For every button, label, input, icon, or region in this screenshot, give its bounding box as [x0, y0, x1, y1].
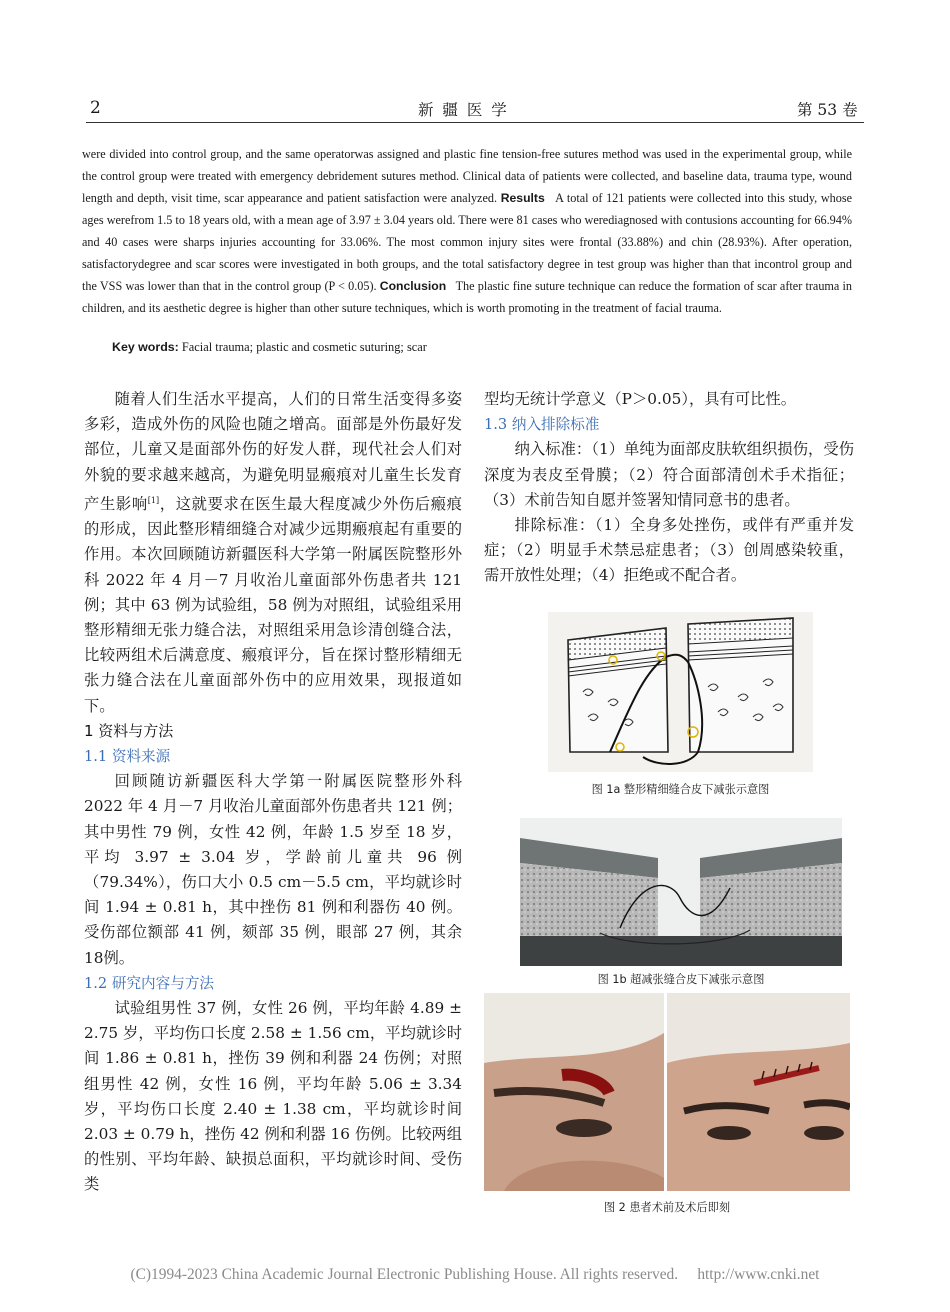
intro-paragraph [84, 387, 462, 719]
intro-text-2: ，这就要求在医生最大程度减少外伤后瘢痕的形成，因此整形精细缝合对减少远期瘢痕起有重要的作用。本次回顾随访新疆医科大学第一附属医院整形外科 2022 年 4 月－7 月收治儿童面部外伤患者共 121 例；其中 63 例为试验组，58 例为对照组，试验组采用整形精细无张力缝合法，对照组采用急诊清创缝合法，比较两组术后满意度、瘢痕评分，旨在探讨整形精细无张力缝合法在儿童面部外伤中的应用效果，现报道如下。 [84, 494, 462, 715]
citation-ref[interactable]: [1] [147, 495, 160, 505]
methods-paragraph: 试验组男性 37 例，女性 26 例，平均年龄 4.89 ± 2.75 岁，平均伤口长度 2.58 ± 1.56 cm，平均就诊时间 1.86 ± 0.81 h，挫伤 39 例和利器 24 伤例；对照组男性 42 例，女性 16 例，平均年龄 5.06 ± 3.34 岁，平均伤口长度 2.40 ± 1.38 cm，平均就诊时间 2.03 ± 0.79 h，挫伤 42 例和利器 16 伤例。比较两组的性别、平均年龄、缺损总面积，平均就诊时间、受伤类 [84, 998, 462, 1194]
keywords [112, 340, 427, 355]
right-column-text [484, 387, 854, 589]
copyright-footer [0, 1266, 950, 1284]
cnki-link[interactable]: http://www.cnki.net [697, 1266, 820, 1283]
suture-schematic-1b [520, 818, 842, 966]
volume-label: 第 53 卷 [797, 101, 858, 119]
inclusion-criteria: 纳入标准：（1）单纯为面部皮肤软组织损伤，受伤深度为表皮至骨膜；（2）符合面部清创术手术指征；（3）术前告知自愿并签署知情同意书的患者。 [484, 440, 854, 509]
figure-2-caption: 图 2 患者术前及术后即刻 [603, 1201, 731, 1214]
copyright-text: (C)1994-2023 China Academic Journal Electronic Publishing House. All rights reserved. [130, 1266, 679, 1283]
intro-text-1: 随着人们生活水平提高，人们的日常生活变得多姿多彩，造成外伤的风险也随之增高。面部是外伤最好发部位，儿童又是面部外伤的好发人群，现代社会人们对外貌的要求越来越高，为避免明显瘢痕对儿童生长发育产生影响 [84, 390, 462, 513]
journal-title: 新 疆 医 学 [418, 101, 509, 119]
patient-photos [484, 993, 850, 1191]
page-number: 2 [90, 98, 101, 118]
section-heading-1: 1 资料与方法 [84, 721, 174, 740]
subsection-heading-1-1: 1.1 资料来源 [84, 747, 171, 765]
keywords-text: Facial trauma; plastic and cosmetic suturing; scar [181, 340, 427, 354]
abstract-methods-text: were divided into control group, and the same operatorwas assigned and plastic fine tension-free sutures method was used in the experimental group, while the control group were treated with emergency debridement sutures method. Clinical data of patients were collected, and baseline data, trauma type, wound length and depth, visit time, scar appearance and patient satisfaction were analyzed. [82, 147, 852, 205]
suture-schematic-1a [548, 612, 813, 772]
subsection-heading-1-2: 1.2 研究内容与方法 [84, 974, 215, 992]
abstract-block [82, 143, 852, 319]
results-text: A total of 121 patients were collected into this study, whose ages werefrom 1.5 to 18 years old, with a mean age of 3.97 ± 3.04 years old. There were 81 cases who werediagnosed with contusions accounting for 66.94% and 40 cases were sharps injuries accounting for 33.06%. The most common injury sites were frontal (33.88%) and chin (28.93%). After operation, satisfactorydegree and scar scores were investigated in both groups, and the total satisfactory degree in test group was higher than that incontrol group and the VSS was lower than that in the control group (P < 0.05). [82, 191, 853, 293]
keywords-label: Key words: [112, 340, 179, 354]
comparability-text: 型均无统计学意义（P＞0.05），具有可比性。 [484, 390, 797, 408]
subsection-heading-1-3: 1.3 纳入排除标准 [484, 416, 600, 434]
conclusion-label: Conclusion [379, 279, 447, 293]
figure-1b-caption: 图 1b 超减张缝合皮下减张示意图 [597, 973, 765, 986]
figure-1a-caption: 图 1a 整形精细缝合皮下减张示意图 [591, 783, 770, 796]
left-column [84, 387, 462, 1198]
data-source-paragraph: 回顾随访新疆医科大学第一附属医院整形外科 2022 年 4 月－7 月收治儿童面部外伤患者共 121 例；其中男性 79 例，女性 42 例，年龄 1.5 岁至 18 岁，平均 3.97 ± 3.04 岁，学龄前儿童共 96 例（79.34%），伤口大小 0.5 cm－5.5 cm，平均就诊时间 1.94 ± 0.81 h，其中挫伤 81 例和利器伤 40 例。受伤部位额部 41 例，颏部 35 例，眼部 27 例，其余 18例。 [84, 772, 462, 967]
figure-2 [484, 993, 850, 1191]
conclusion-text: The plastic fine suture technique can reduce the formation of scar after trauma in children, and its aesthetic degree is higher than other suture techniques, which is worth promoting in the treatment of facial trauma. [82, 279, 852, 315]
exclusion-criteria: 排除标准：（1）全身多处挫伤，或伴有严重并发症；（2）明显手术禁忌症患者；（3）创周感染较重，需开放性处理；（4）拒绝或不配合者。 [484, 516, 854, 585]
results-label: Results [500, 191, 545, 205]
figure-1a [548, 612, 813, 772]
figure-1b [520, 818, 842, 966]
header-rule [86, 122, 864, 123]
